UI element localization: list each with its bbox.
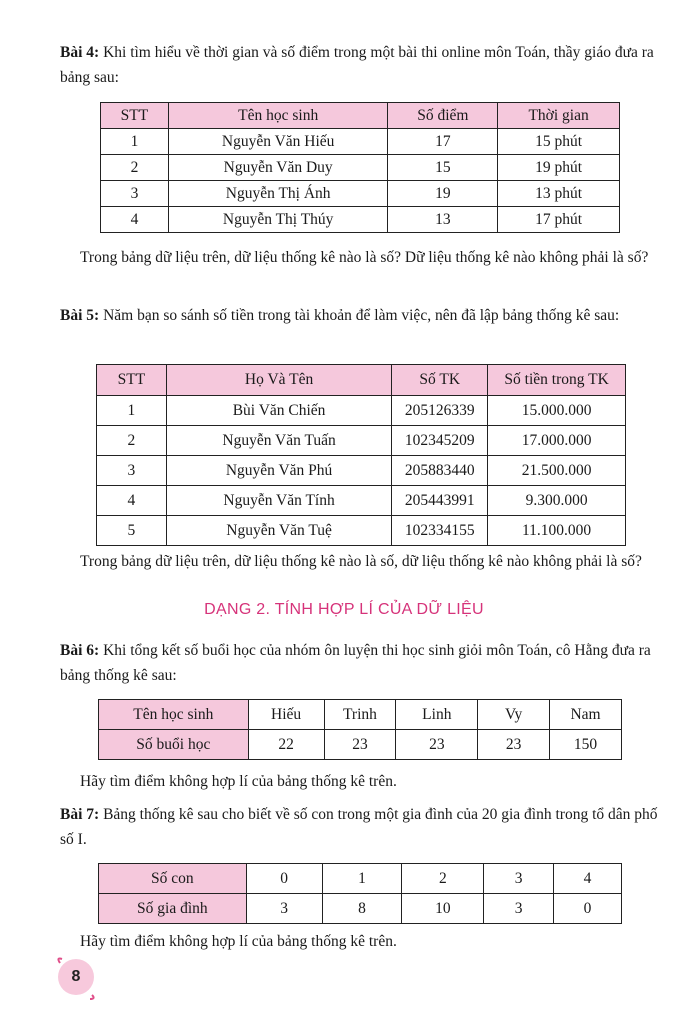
- header-cell: Số TK: [392, 365, 488, 396]
- bai4-question: Trong bảng dữ liệu trên, dữ liệu thống kê nào là số? Dữ liệu thống kê nào không phải là số?: [80, 249, 649, 266]
- table-cell: 4: [554, 864, 622, 894]
- table-cell: 10: [402, 894, 484, 924]
- table-cell: Nguyễn Thị Thúy: [168, 207, 388, 233]
- table-cell: 1: [97, 396, 167, 426]
- row-header-cell: Số con: [99, 864, 247, 894]
- bai5-text: Năm bạn so sánh số tiền trong tài khoản để làm việc, nên đã lập bảng thống kê sau:: [99, 307, 620, 324]
- bai4-text: Khi tìm hiểu về thời gian và số điểm trong một bài thi online môn Toán, thầy giáo đưa ra bảng sau:: [60, 44, 654, 86]
- table-cell: 5: [97, 516, 167, 546]
- bai6-question: Hãy tìm điểm không hợp lí của bảng thống kê trên.: [80, 773, 397, 790]
- table-row: [101, 181, 620, 207]
- table-cell: 8: [322, 894, 402, 924]
- table-cell: 19: [388, 181, 498, 207]
- table-header-row: [101, 103, 620, 129]
- table-cell: 3: [101, 181, 169, 207]
- bai4-prompt: [60, 40, 666, 90]
- table-cell: Hiếu: [248, 700, 324, 730]
- row-header-cell: Số gia đình: [99, 894, 247, 924]
- table-cell: 205883440: [392, 456, 488, 486]
- row-header-cell: Số buổi học: [99, 730, 249, 760]
- table-cell: 13 phút: [498, 181, 620, 207]
- table-cell: 3: [484, 864, 554, 894]
- bai6-text: Khi tổng kết số buổi học của nhóm ôn luyện thi học sinh giỏi môn Toán, cô Hằng đưa ra bảng thống kê sau:: [60, 642, 651, 684]
- table-cell: Nguyễn Thị Ánh: [168, 181, 388, 207]
- table-cell: 2: [402, 864, 484, 894]
- table-cell: Trinh: [324, 700, 396, 730]
- header-cell: Số điểm: [388, 103, 498, 129]
- table-row: [101, 155, 620, 181]
- table-row: [97, 456, 626, 486]
- table-cell: 17.000.000: [488, 426, 626, 456]
- table-cell: 15 phút: [498, 129, 620, 155]
- bai7-text: Bảng thống kê sau cho biết về số con trong một gia đình của 20 gia đình trong tổ dân phố số I.: [60, 806, 658, 848]
- table-cell: 102334155: [392, 516, 488, 546]
- header-cell: STT: [97, 365, 167, 396]
- table-cell: 1: [322, 864, 402, 894]
- table-cell: 9.300.000: [488, 486, 626, 516]
- header-cell: Họ Và Tên: [166, 365, 391, 396]
- table-header-row: [97, 365, 626, 396]
- table-cell: 21.500.000: [488, 456, 626, 486]
- bai5-label: Bài 5:: [60, 307, 100, 324]
- table-cell: 11.100.000: [488, 516, 626, 546]
- table-cell: 102345209: [392, 426, 488, 456]
- table-cell: 17: [388, 129, 498, 155]
- table-cell: Bùi Văn Chiến: [166, 396, 391, 426]
- table-cell: 4: [101, 207, 169, 233]
- table-cell: Nguyễn Văn Tuệ: [166, 516, 391, 546]
- table-row: [101, 207, 620, 233]
- table-row: [97, 426, 626, 456]
- bai7-label: Bài 7:: [60, 806, 100, 823]
- table-cell: 23: [478, 730, 550, 760]
- header-cell: Thời gian: [498, 103, 620, 129]
- table-cell: 22: [248, 730, 324, 760]
- table-cell: Nguyễn Văn Tính: [166, 486, 391, 516]
- table-cell: 19 phút: [498, 155, 620, 181]
- page-number: 8: [58, 959, 94, 995]
- section-title: DẠNG 2. TÍNH HỢP LÍ CỦA DỮ LIỆU: [204, 601, 484, 618]
- bai6-prompt: [60, 638, 666, 688]
- bai5-prompt: [60, 303, 666, 328]
- table-cell: 15.000.000: [488, 396, 626, 426]
- bai7-question: Hãy tìm điểm không hợp lí của bảng thống kê trên.: [80, 933, 397, 950]
- table-cell: 23: [396, 730, 478, 760]
- row-header-cell: Tên học sinh: [99, 700, 249, 730]
- table-row: [99, 700, 622, 730]
- table-cell: 15: [388, 155, 498, 181]
- table-cell: Vy: [478, 700, 550, 730]
- table-row: [99, 864, 622, 894]
- table-row: [101, 129, 620, 155]
- bai7-table: [98, 863, 622, 924]
- bai7-prompt: [60, 802, 666, 852]
- table-cell: Linh: [396, 700, 478, 730]
- table-cell: 205443991: [392, 486, 488, 516]
- table-cell: 17 phút: [498, 207, 620, 233]
- table-cell: 2: [97, 426, 167, 456]
- table-cell: 23: [324, 730, 396, 760]
- table-cell: 1: [101, 129, 169, 155]
- table-cell: 0: [554, 894, 622, 924]
- table-row: [97, 486, 626, 516]
- table-cell: 13: [388, 207, 498, 233]
- table-row: [97, 516, 626, 546]
- table-cell: 3: [97, 456, 167, 486]
- table-cell: Nguyễn Văn Duy: [168, 155, 388, 181]
- table-cell: Nguyễn Văn Phú: [166, 456, 391, 486]
- bai6-table: [98, 699, 622, 760]
- header-cell: Tên học sinh: [168, 103, 388, 129]
- table-row: [99, 894, 622, 924]
- table-cell: 3: [484, 894, 554, 924]
- table-row: [99, 730, 622, 760]
- table-cell: 2: [101, 155, 169, 181]
- table-cell: Nguyễn Văn Tuấn: [166, 426, 391, 456]
- header-cell: Số tiền trong TK: [488, 365, 626, 396]
- table-cell: 0: [246, 864, 322, 894]
- table-cell: 3: [246, 894, 322, 924]
- bai5-table: [96, 364, 626, 546]
- bai5-question: Trong bảng dữ liệu trên, dữ liệu thống kê nào là số, dữ liệu thống kê nào không phải là số?: [80, 553, 642, 570]
- table-cell: Nam: [550, 700, 622, 730]
- bai4-label: Bài 4:: [60, 44, 100, 61]
- table-cell: 205126339: [392, 396, 488, 426]
- table-row: [97, 396, 626, 426]
- table-cell: 150: [550, 730, 622, 760]
- bai4-table: [100, 102, 620, 233]
- bai6-label: Bài 6:: [60, 642, 100, 659]
- table-cell: 4: [97, 486, 167, 516]
- table-cell: Nguyễn Văn Hiếu: [168, 129, 388, 155]
- header-cell: STT: [101, 103, 169, 129]
